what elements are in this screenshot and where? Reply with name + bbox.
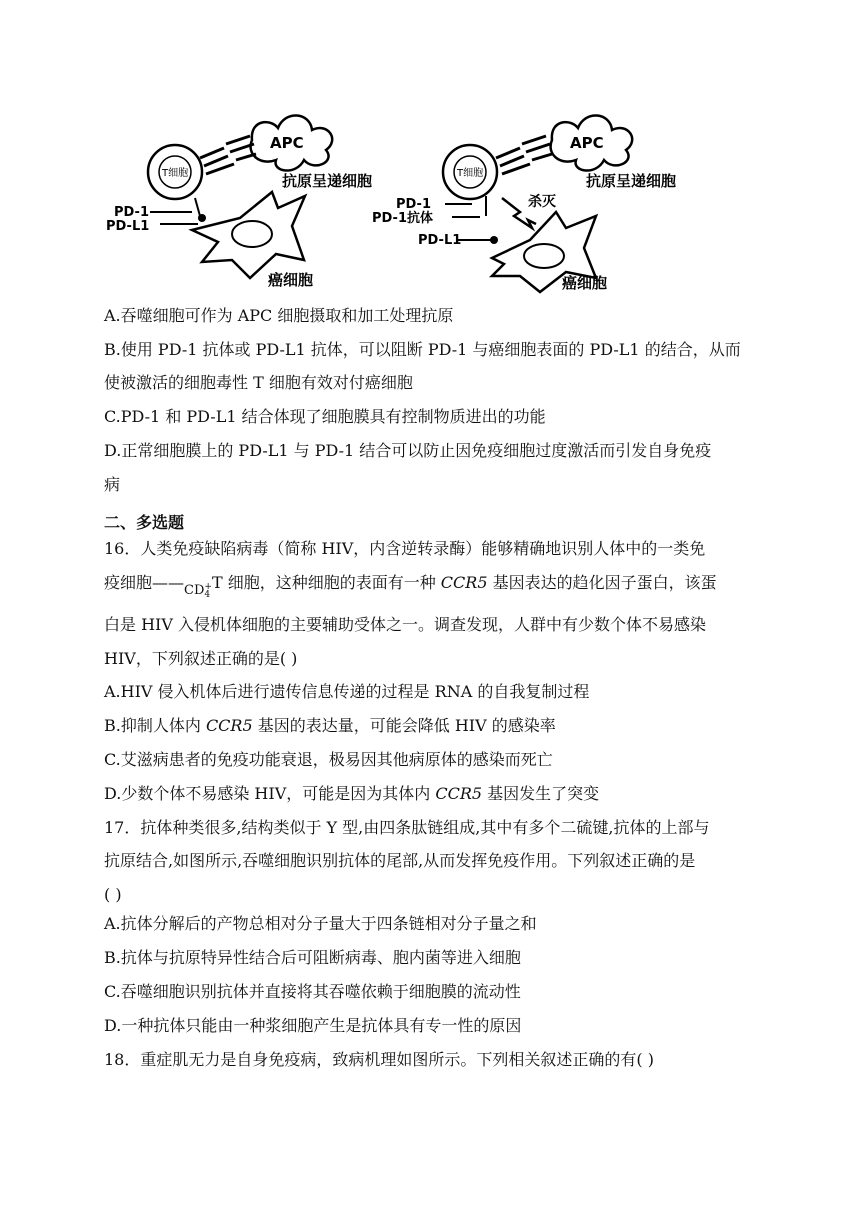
cd4-symbol: CD + 4 <box>184 581 212 600</box>
left-cancer-caption: 癌细胞 <box>268 271 314 289</box>
right-pdl1-label: PD-L1 <box>418 233 462 248</box>
q15-option-d-line2: 病 <box>104 475 121 494</box>
q16-line4: HIV，下列叙述正确的是( ) <box>104 649 298 668</box>
right-panel <box>372 115 676 292</box>
apc-label-right: APC <box>570 134 604 152</box>
apc-caption-right: 抗原呈递细胞 <box>586 172 677 190</box>
q15-option-a: A.吞噬细胞可作为 APC 细胞摄取和加工处理抗原 <box>104 306 454 325</box>
q17-option-d: D.一种抗体只能由一种浆细胞产生是抗体具有专一性的原因 <box>104 1016 522 1035</box>
q17-option-a: A.抗体分解后的产物总相对分子量大于四条链相对分子量之和 <box>104 914 537 933</box>
q15-option-b-line2: 使被激活的细胞毒性 T 细胞有效对付癌细胞 <box>104 373 413 392</box>
q17-option-b: B.抗体与抗原特异性结合后可阻断病毒、胞内菌等进入细胞 <box>104 948 521 967</box>
right-pd1-label: PD-1 <box>396 197 432 212</box>
kill-label: 杀灭 <box>528 194 556 210</box>
q17-line3: ( ) <box>104 885 122 904</box>
pd1-immune-diagram <box>100 100 740 295</box>
q17-line1: 17．抗体种类很多,结构类似于 Y 型,由四条肽链组成,其中有多个二硫键,抗体的上部与 <box>104 818 710 837</box>
right-pd1-antibody-label: PD-1抗体 <box>372 211 434 226</box>
q17-option-c: C.吞噬细胞识别抗体并直接将其吞噬依赖于细胞膜的流动性 <box>104 982 521 1001</box>
section-heading: 二、多选题 <box>104 513 185 532</box>
q16-line1: 16．人类免疫缺陷病毒（简称 HIV，内含逆转录酶）能够精确地识别人体中的一类免 <box>104 539 706 558</box>
tcr-receptors-right <box>496 136 552 174</box>
q15-option-b-line1: B.使用 PD-1 抗体或 PD-L1 抗体，可以阻断 PD-1 与癌细胞表面的 PD-L1 的结合，从而 <box>104 340 741 359</box>
q16-line2: 疫细胞——CD + 4 T 细胞，这种细胞的表面有一种 CCR5 基因表达的趋化因子蛋白，该蛋 <box>104 572 717 596</box>
q18-line1: 18．重症肌无力是自身免疫病，致病机理如图所示。下列相关叙述正确的有( ) <box>104 1050 654 1069</box>
q16-option-c: C.艾滋病患者的免疫功能衰退，极易因其他病原体的感染而死亡 <box>104 750 553 769</box>
tcr-receptors <box>200 136 256 174</box>
ccr5-gene: CCR5 <box>440 573 488 592</box>
t-cell-label-right: T细胞 <box>457 168 484 179</box>
left-panel <box>106 115 372 289</box>
q17-line2: 抗原结合,如图所示,吞噬细胞识别抗体的尾部,从而发挥免疫作用。下列叙述正确的是 <box>104 851 696 870</box>
t-cell-label: T细胞 <box>162 168 189 179</box>
q15-option-c: C.PD-1 和 PD-L1 结合体现了细胞膜具有控制物质进出的功能 <box>104 407 546 426</box>
q16-option-b: B.抑制人体内 CCR5 基因的表达量，可能会降低 HIV 的感染率 <box>104 716 556 735</box>
q16-option-a: A.HIV 侵入机体后进行遗传信息传递的过程是 RNA 的自我复制过程 <box>104 682 590 701</box>
q16-option-d: D.少数个体不易感染 HIV，可能是因为其体内 CCR5 基因发生了突变 <box>104 784 600 803</box>
left-pd1-label: PD-1 <box>114 205 150 220</box>
left-pdl1-label: PD-L1 <box>106 219 150 234</box>
apc-label: APC <box>270 134 304 152</box>
apc-caption: 抗原呈递细胞 <box>282 172 373 190</box>
q15-option-d-line1: D.正常细胞膜上的 PD-L1 与 PD-1 结合可以防止因免疫细胞过度激活而引发自身免疫 <box>104 441 712 460</box>
right-cancer-caption: 癌细胞 <box>562 274 608 292</box>
q16-line3: 白是 HIV 入侵机体细胞的主要辅助受体之一。调查发现，人群中有少数个体不易感染 <box>104 615 707 634</box>
cancer-nucleus <box>232 221 272 247</box>
